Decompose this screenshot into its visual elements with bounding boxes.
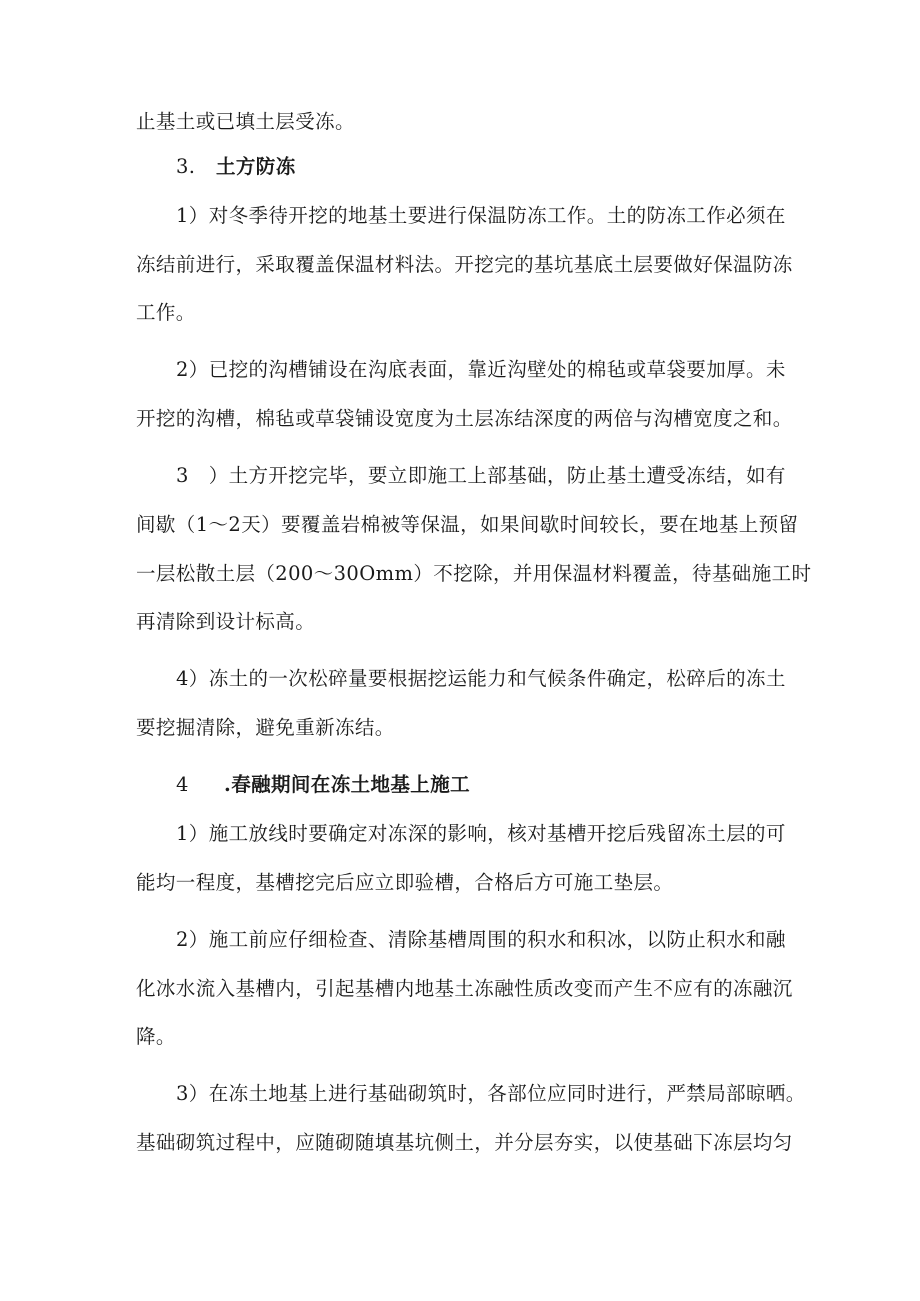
paragraph-line: 1）施工放线时要确定对冻深的影响，核对基槽开挖后残留冻土层的可 (176, 822, 786, 845)
section-number: 3. (176, 155, 196, 178)
section-heading-3 (176, 154, 792, 180)
paragraph-line: 工作。 (136, 301, 196, 324)
paragraph-line: 再清除到设计标高。 (136, 610, 316, 633)
paragraph-line: 能均一程度，基槽挖完后应立即验槽，合格后方可施工垫层。 (136, 871, 674, 894)
paragraph-line: 基础砌筑过程中，应随砌随填基坑侧土，并分层夯实，以使基础下冻层均匀 (136, 1131, 793, 1154)
paragraph-line: 2）施工前应仔细检查、清除基槽周围的积水和积冰，以防止积水和融 (176, 928, 786, 951)
section-title: .春融期间在冻土地基上施工 (224, 773, 470, 796)
section-title: 土方防冻 (216, 155, 296, 178)
section-heading-4 (176, 772, 792, 798)
paragraph-line: 降。 (136, 1025, 176, 1048)
paragraph-line: 4）冻土的一次松碎量要根据挖运能力和气候条件确定，松碎后的冻土 (176, 667, 786, 690)
paragraph-line: 3）在冻土地基上进行基础砌筑时，各部位应同时进行，严禁局部晾晒。 (176, 1082, 806, 1105)
paragraph-line: 3 ）土方开挖完毕，要立即施工上部基础，防止基土遭受冻结，如有 (176, 464, 786, 487)
paragraph-line: 2）已挖的沟槽铺设在沟底表面，靠近沟壁处的棉毡或草袋要加厚。未 (176, 358, 786, 381)
paragraph-line: 开挖的沟槽，棉毡或草袋铺设宽度为土层冻结深度的两倍与沟槽宽度之和。 (136, 407, 793, 430)
paragraph-line: 冻结前进行，采取覆盖保温材料法。开挖完的基坑基底土层要做好保温防冻 (136, 253, 793, 276)
paragraph-line: 1）对冬季待开挖的地基土要进行保温防冻工作。土的防冻工作必须在 (176, 204, 786, 227)
paragraph-line: 间歇（1〜2天）要覆盖岩棉被等保温，如果间歇时间较长，要在地基上预留 (136, 513, 799, 536)
section-number: 4 (176, 773, 189, 796)
paragraph-line: 要挖掘清除，避免重新冻结。 (136, 716, 395, 739)
paragraph-line: 止基土或已填土层受冻。 (136, 110, 355, 133)
paragraph-line: 化冰水流入基槽内，引起基槽内地基土冻融性质改变而产生不应有的冻融沉 (136, 977, 793, 1000)
paragraph-line: 一层松散土层（200〜30Omm）不挖除，并用保温材料覆盖，待基础施工时 (136, 562, 812, 585)
